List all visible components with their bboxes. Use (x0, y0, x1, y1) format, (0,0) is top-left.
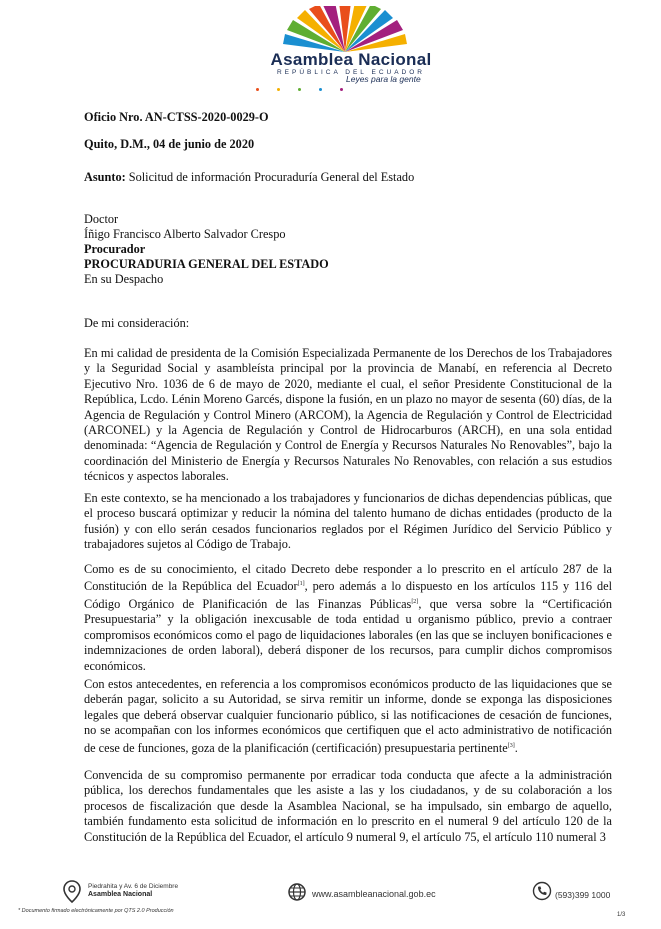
body-paragraph (84, 562, 612, 674)
paragraph-text: Con estos antecedentes, en referencia a los compromisos económicos producto de las liquidaciones que se deberán pagar, solicito a su Autoridad, se sirva remitir un informe, donde se exponga las disposiciones legales que deberá observar cualquier funcionario público, si las notificaciones de cesación de funciones, no se acompañan con los informes económicos que certifiquen que el acto administrativo de notificación de cese de funciones, goza de la planificación (certificación) presupuestaria pertinente (84, 677, 612, 755)
subject-label: Asunto: (84, 170, 126, 184)
brand-dot (256, 88, 259, 91)
paragraph-text: , pero además a lo dispuesto en los artículos 115 y 116 del Código Orgánico de Planificación de las Finanzas Públicas (84, 579, 612, 611)
paragraph-text: . (514, 740, 518, 755)
footer-address: Piedrahita y Av. 6 de Diciembre (88, 883, 179, 890)
brand-subtitle: REPÚBLICA DEL ECUADOR (276, 69, 425, 76)
office-number: Oficio Nro. AN-CTSS-2020-0029-O (84, 110, 269, 124)
recipient-name: Íñigo Francisco Alberto Salvador Crespo (84, 227, 286, 241)
globe-icon (287, 882, 307, 902)
place-date: Quito, D.M., 04 de junio de 2020 (84, 137, 255, 151)
recipient-location: En su Despacho (84, 272, 164, 286)
brand-dots (256, 78, 357, 96)
phone-icon (532, 881, 552, 901)
paragraph-text: , que versa sobre la “Certificación Presupuestaria” y la obligación inexcusable de toda entidad u organismo público, previo a contraer compromisos económicos como el pago de liquidaciones laborales (en las que se incluyen bonificaciones e indemnizaciones de orden laboral), deberá disponer de los recursos, para cumplir dichos compromisos económicos. (84, 597, 612, 673)
recipient-institution: PROCURADURIA GENERAL DEL ESTADO (84, 257, 329, 271)
recipient-position: Procurador (84, 242, 146, 256)
footer-signature-note: * Documento firmado electrónicamente por QTS 2.0 Producción (18, 908, 174, 914)
brand-dot (340, 88, 343, 91)
footer-website-link[interactable]: www.asambleanacional.gob.ec (312, 889, 436, 899)
body-paragraph: En este contexto, se ha mencionado a los trabajadores y funcionarios de dichas dependencias públicas, que el proceso buscará optimizar y reducir la nómina del talento humano de dichas entidades (producto de la fusión) y con ello serán cesados funcionarios reglados por el Régimen Jurídico del Servicio Público y trabajadores sujetos al Código de Trabajo. (84, 491, 612, 552)
brand-dot (298, 88, 301, 91)
footnote-ref[interactable]: [2] (411, 598, 419, 605)
brand-name: Asamblea Nacional (270, 50, 432, 69)
asamblea-logo (250, 6, 440, 84)
footnote-ref[interactable]: [3] (507, 742, 515, 749)
sun-emblem-icon (250, 6, 440, 54)
body-paragraph (84, 677, 612, 756)
footer-institution: Asamblea Nacional (88, 891, 153, 898)
page-footer (0, 868, 661, 929)
recipient-title: Doctor (84, 212, 119, 226)
location-pin-icon (62, 880, 82, 904)
greeting: De mi consideración: (84, 316, 190, 330)
footer-phone: (593)399 1000 (555, 890, 611, 900)
brand-slogan: Leyes para la gente (346, 74, 421, 84)
subject-text: Solicitud de información Procuraduría General del Estado (125, 170, 415, 184)
page-number: 1/3 (617, 912, 626, 918)
body-paragraph: Convencida de su compromiso permanente por erradicar toda conducta que afecte a la administración pública, los derechos fundamentales que les asiste a las y los ciudadanos, y de su colaboración a los procesos de fiscalización que desde la Asamblea Nacional, se ha impulsado, sin embargo de aquello, también fundamento esta solicitud de información en lo prescrito en el numeral 9 del artículo 120 de la Constitución de la República del Ecuador, el artículo 9 numeral 9, el artículo 75, el artículo 110 numeral 3 (84, 768, 612, 844)
subject-line (84, 170, 414, 185)
paragraph-text: Como es de su conocimiento, el citado Decreto debe responder a lo prescrito en el artículo 287 de la Constitución de la República del Ecuador (84, 562, 612, 594)
brand-dot (319, 88, 322, 91)
footnote-ref[interactable]: [1] (297, 581, 305, 588)
brand-dot (277, 88, 280, 91)
body-paragraph: En mi calidad de presidenta de la Comisión Especializada Permanente de los Derechos de los Trabajadores y la Seguridad Social y asambleísta principal por la provincia de Manabí, en referencia al Decreto Ejecutivo Nro. 1036 de 6 de mayo de 2020, mediante el cual, el señor Presidente Constitucional de la República, Lcdo. Lénin Moreno Garcés, dispone la fusión, en un plazo no mayor de sesenta (60) días, de la Agencia de Regulación y Control Minero (ARCOM), la Agencia de Regulación y Control de Electricidad (ARCONEL) y la Agencia de Regulación y Control de Hidrocarburos (ARCH), en una sola entidad denominada: “Agencia de Regulación y Control de Energía y Recursos Naturales No Renovables”, bajo la coordinación del Ministerio de Energía y Recursos Naturales No Renovables, con relación a sus estudios técnicos y aspectos laborales. (84, 346, 612, 484)
